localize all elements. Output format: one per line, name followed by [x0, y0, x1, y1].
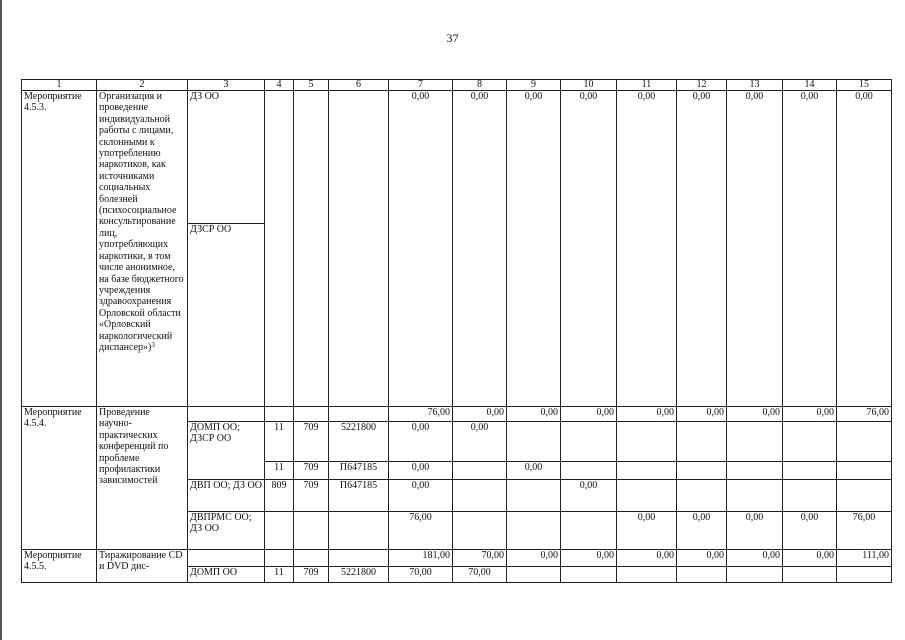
page-number: 37 [446, 31, 459, 45]
code-cell: 709 [294, 567, 329, 583]
value-cell: 0,00 [783, 512, 837, 550]
total-cell: 0,00 [453, 407, 507, 422]
col-header: 14 [783, 80, 837, 91]
activity-description: Проведение научно-практических конференций по проблеме профилактики зависимостей [97, 407, 188, 550]
code-cell: 5221800 [329, 567, 389, 583]
value-cell: 0,00 [389, 462, 453, 480]
col-header: 2 [97, 80, 188, 91]
total-cell: 70,00 [453, 550, 507, 567]
table-row [22, 550, 892, 567]
col-header: 6 [329, 80, 389, 91]
executor: ДЗСР ОО [188, 224, 265, 407]
executor: ДОМП ОО [188, 567, 265, 583]
value-cell: 0,00 [727, 91, 783, 407]
value-cell: 0,00 [837, 91, 892, 407]
total-cell: 0,00 [727, 550, 783, 567]
total-cell: 111,00 [837, 550, 892, 567]
total-cell: 76,00 [837, 407, 892, 422]
code-cell: 709 [294, 480, 329, 512]
value-cell: 0,00 [617, 512, 677, 550]
code-cell: 809 [265, 480, 294, 512]
code-cell: 11 [265, 567, 294, 583]
code-cell: 5221800 [329, 422, 389, 462]
col-header: 8 [453, 80, 507, 91]
value-cell: 70,00 [389, 567, 453, 583]
value-cell: 76,00 [389, 512, 453, 550]
total-cell: 0,00 [507, 550, 561, 567]
total-cell: 0,00 [783, 550, 837, 567]
col-header: 3 [188, 80, 265, 91]
value-cell: 0,00 [507, 91, 561, 407]
value-cell: 0,00 [389, 480, 453, 512]
code-cell: 11 [265, 462, 294, 480]
program-table [21, 79, 892, 583]
total-cell: 0,00 [507, 407, 561, 422]
column-number-row [22, 80, 892, 91]
activity-description: Организация и проведение индивидуальной работы с лицами, склонными к употреблению наркотиков, как источниками социальных болезней (психосоциальное консультирование лиц, употребляющих наркотики, в том числе анонимное, на базе бюджетного учреждения здравоохранения Орловской области «Орловский наркологический диспансер»)$^3$ [97, 91, 188, 407]
activity-id: Мероприятие 4.5.4. [22, 407, 97, 550]
value-cell: 0,00 [561, 91, 617, 407]
value-cell: 0,00 [507, 462, 561, 480]
col-header: 12 [677, 80, 727, 91]
total-cell: 76,00 [389, 407, 453, 422]
code-cell: 709 [294, 462, 329, 480]
col-header: 5 [294, 80, 329, 91]
code-cell: П647185 [329, 480, 389, 512]
total-cell: 0,00 [677, 407, 727, 422]
col-header: 1 [22, 80, 97, 91]
col-header: 11 [617, 80, 677, 91]
total-cell: 0,00 [677, 550, 727, 567]
value-cell: 0,00 [561, 480, 617, 512]
activity-description: Тиражирование CD и DVD дис- [97, 550, 188, 583]
value-cell: 70,00 [453, 567, 507, 583]
col-header: 7 [389, 80, 453, 91]
table-row [22, 407, 892, 422]
col-header: 13 [727, 80, 783, 91]
col-header: 15 [837, 80, 892, 91]
value-cell: 0,00 [783, 91, 837, 407]
executor: ДВП ОО; ДЗ ОО [188, 480, 265, 512]
value-cell: 0,00 [389, 91, 453, 407]
table-row [22, 91, 892, 224]
code-cell: 709 [294, 422, 329, 462]
code-cell: П647185 [329, 462, 389, 480]
value-cell: 0,00 [453, 91, 507, 407]
executor: ДЗ ОО [188, 91, 265, 224]
total-cell: 0,00 [617, 550, 677, 567]
activity-id: Мероприятие 4.5.3. [22, 91, 97, 407]
value-cell: 0,00 [677, 91, 727, 407]
value-cell: 0,00 [453, 422, 507, 462]
executor: ДОМП ОО; ДЗСР ОО [188, 422, 265, 480]
value-cell: 0,00 [617, 91, 677, 407]
total-cell: 0,00 [617, 407, 677, 422]
value-cell: 0,00 [727, 512, 783, 550]
total-cell: 0,00 [561, 407, 617, 422]
col-header: 9 [507, 80, 561, 91]
scan-left-edge [0, 0, 2, 640]
activity-id: Мероприятие 4.5.5. [22, 550, 97, 583]
total-cell: 0,00 [783, 407, 837, 422]
footnote-marker: 3 [151, 340, 155, 349]
value-cell: 0,00 [389, 422, 453, 462]
total-cell: 181,00 [389, 550, 453, 567]
value-cell: 0,00 [677, 512, 727, 550]
executor: ДВПРМС ОО; ДЗ ОО [188, 512, 265, 550]
total-cell: 0,00 [727, 407, 783, 422]
total-cell: 0,00 [561, 550, 617, 567]
col-header: 4 [265, 80, 294, 91]
code-cell: 11 [265, 422, 294, 462]
value-cell: 76,00 [837, 512, 892, 550]
col-header: 10 [561, 80, 617, 91]
